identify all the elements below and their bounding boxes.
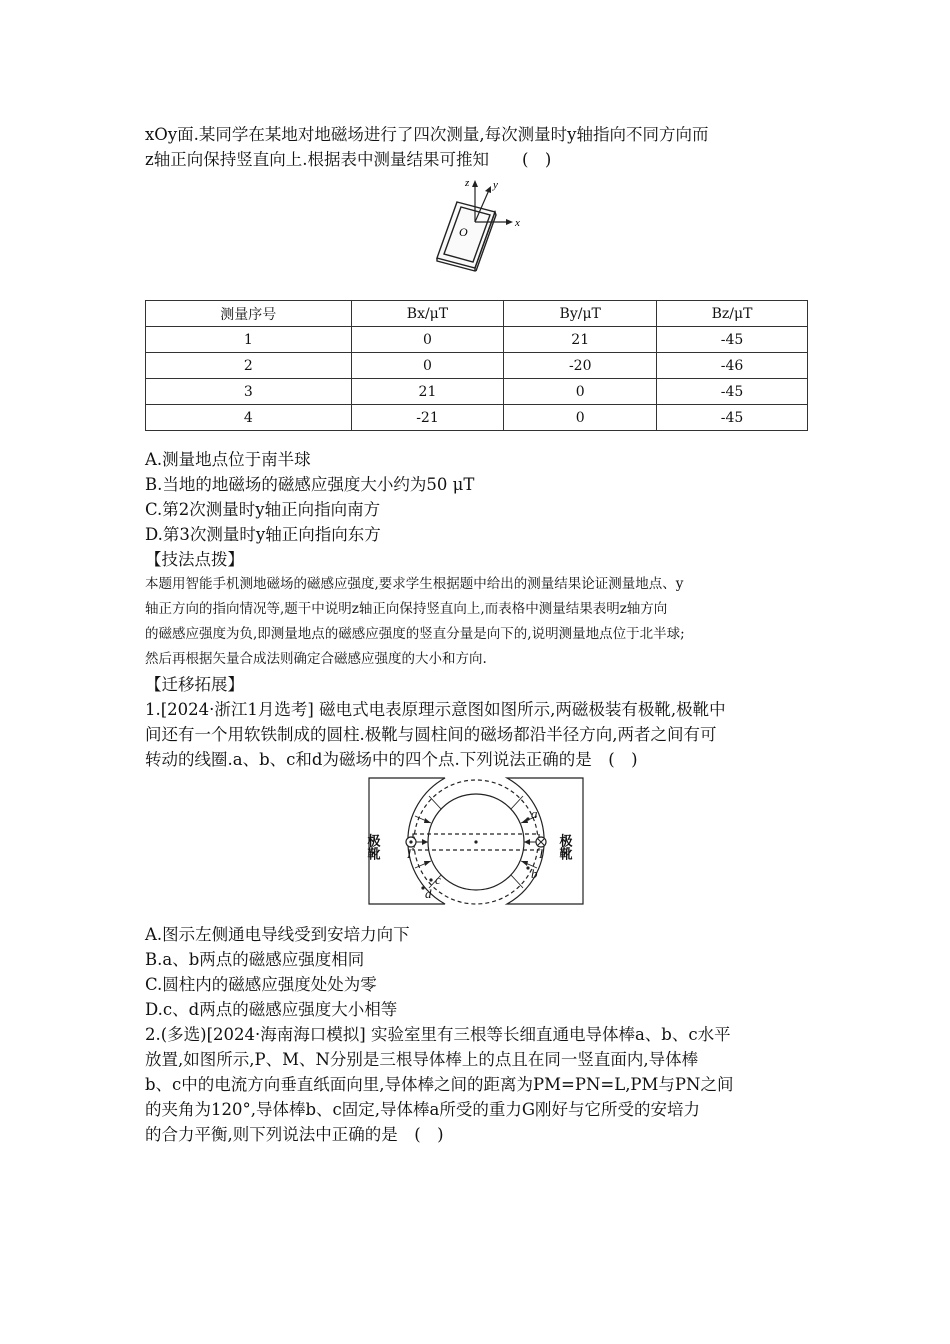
extension-heading: 【迁移拓展】 (145, 675, 244, 694)
table-row (146, 379, 808, 405)
phone-axes-figure (427, 174, 537, 274)
label-i-left: I (407, 846, 412, 861)
header-index: 测量序号 (146, 301, 352, 327)
point-c (429, 878, 432, 881)
y-axis-label: y (493, 179, 498, 191)
option-d: D.第3次测量时y轴正向指向东方 (145, 525, 381, 544)
option-b: B.当地的地磁场的磁感应强度大小约为50 μT (145, 475, 475, 494)
q1-option-c: C.圆柱内的磁感应强度处处为零 (145, 975, 377, 994)
page (145, 122, 810, 1147)
origin-label: O (459, 225, 468, 239)
cell: 4 (146, 405, 352, 431)
label-a: a (531, 806, 538, 821)
q1-option-b: B.a、b两点的磁感应强度相同 (145, 950, 365, 969)
cell: 0 (504, 405, 657, 431)
table-row (146, 327, 808, 353)
q1-stem-line-2: 间还有一个用软铁制成的圆柱.极靴与圆柱间的磁场都沿半径方向,两者之间有可 (145, 725, 717, 744)
cell: -45 (657, 327, 808, 353)
cell: 1 (146, 327, 352, 353)
cell: 2 (146, 353, 352, 379)
cell: 21 (504, 327, 657, 353)
q1-stem-line-1: 1.[2024·浙江1月选考] 磁电式电表原理示意图如图所示,两磁极装有极靴,极靴中 (145, 700, 726, 719)
header-by: By/μT (504, 301, 657, 327)
question-intro-line-2: z轴正向保持竖直向上.根据表中测量结果可推知 ( ) (145, 150, 552, 169)
q2-stem-line-5: 的合力平衡,则下列说法中正确的是 ( ) (145, 1125, 444, 1144)
cell: -45 (657, 405, 808, 431)
label-d: d (425, 886, 432, 901)
label-b: b (531, 866, 538, 881)
q2-stem-line-2: 放置,如图所示,P、M、N分别是三根导体棒上的点且在同一竖直面内,导体棒 (145, 1050, 699, 1069)
label-i-right: I (539, 846, 544, 861)
cell: -45 (657, 379, 808, 405)
cell: 3 (146, 379, 352, 405)
q1-option-d: D.c、d两点的磁感应强度大小相等 (145, 1000, 398, 1019)
q2-stem-line-4: 的夹角为120°,导体棒b、c固定,导体棒a所受的重力G刚好与它所受的安培力 (145, 1100, 701, 1119)
tips-line-2: 轴正方向的指向情况等,题干中说明z轴正向保持竖直向上,而表格中测量结果表明z轴方向 (145, 601, 668, 617)
cell: 21 (351, 379, 504, 405)
q2-stem-line-3: b、c中的电流方向垂直纸面向里,导体棒之间的距离为PM=PN=L,PM与PN之间 (145, 1075, 734, 1094)
x-axis-label: x (515, 217, 520, 229)
header-bz: Bz/μT (657, 301, 808, 327)
cell: 0 (504, 379, 657, 405)
center-dot (474, 840, 477, 843)
cell: -46 (657, 353, 808, 379)
tips-line-1: 本题用智能手机测地磁场的磁感应强度,要求学生根据题中给出的测量结果论证测量地点、y (145, 576, 684, 592)
cell: 0 (351, 327, 504, 353)
q1-stem-line-3: 转动的线圈.a、b、c和d为磁场中的四个点.下列说法正确的是 ( ) (145, 750, 638, 769)
cell: 0 (351, 353, 504, 379)
option-c: C.第2次测量时y轴正向指向南方 (145, 500, 381, 519)
table-header-row (146, 301, 808, 327)
point-b (526, 866, 529, 869)
q2-stem-line-1: 2.(多选)[2024·海南海口模拟] 实验室里有三根等长细直通电导体棒a、b、c水平 (145, 1025, 731, 1044)
measurement-table (145, 300, 808, 431)
tips-heading: 【技法点拨】 (145, 550, 244, 569)
point-a (526, 817, 529, 820)
table-row (146, 353, 808, 379)
galvanometer-figure (367, 776, 585, 906)
table-row (146, 405, 808, 431)
question-intro-line-1: xOy面.某同学在某地对地磁场进行了四次测量,每次测量时y轴指向不同方向而 (145, 125, 709, 144)
header-bx: Bx/μT (351, 301, 504, 327)
cell: -21 (351, 405, 504, 431)
tips-line-4: 然后再根据矢量合成法则确定合磁感应强度的大小和方向. (145, 651, 487, 667)
cell: -20 (504, 353, 657, 379)
z-axis-label: z (465, 177, 470, 189)
label-c: c (435, 872, 441, 887)
option-a: A.测量地点位于南半球 (145, 450, 311, 469)
tips-line-3: 的磁感应强度为负,即测量地点的磁感应强度的竖直分量是向下的,说明测量地点位于北半球; (145, 626, 685, 642)
left-label: 极靴 (367, 834, 381, 860)
q1-option-a: A.图示左侧通电导线受到安培力向下 (145, 925, 410, 944)
right-label: 极靴 (557, 834, 573, 860)
